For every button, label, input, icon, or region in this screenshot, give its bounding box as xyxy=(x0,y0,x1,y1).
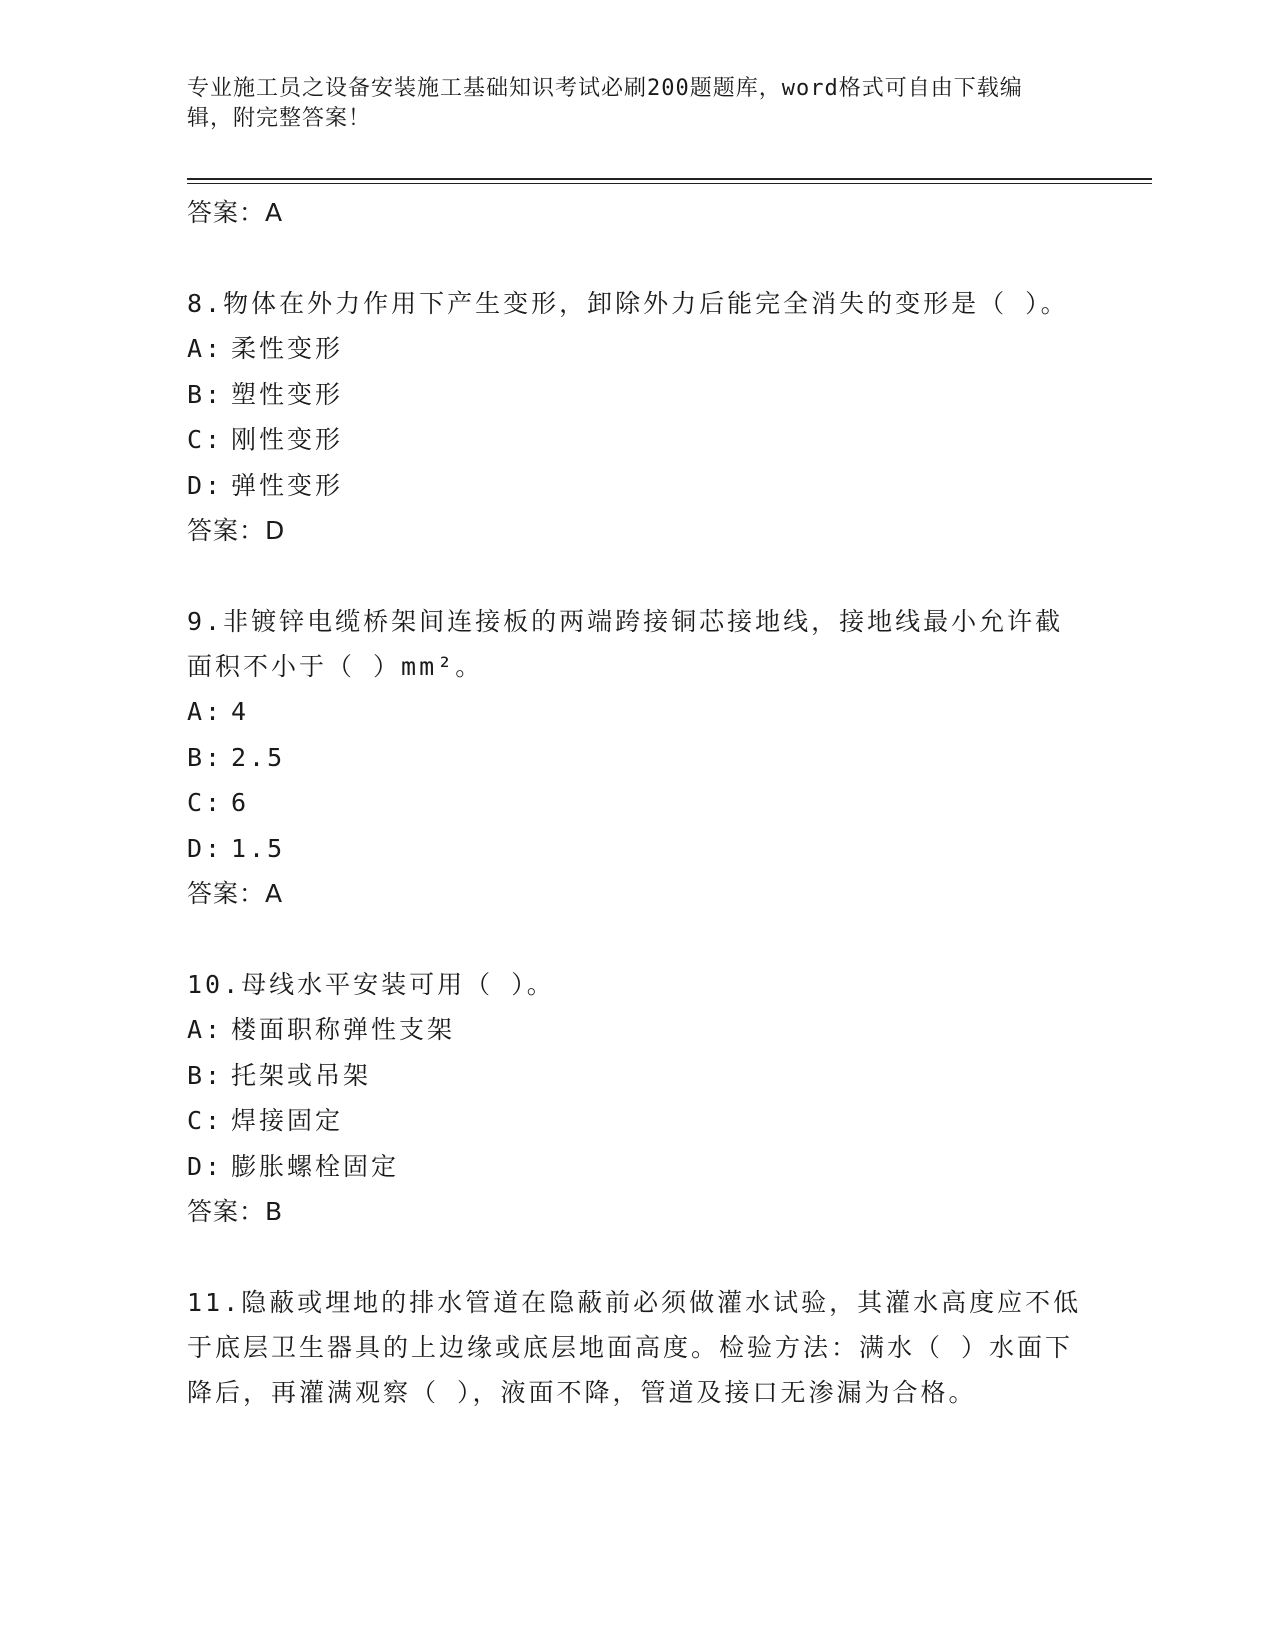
option-key: D: xyxy=(187,1151,224,1181)
question-9 xyxy=(187,599,1087,917)
option-c xyxy=(187,1098,1087,1144)
answer-line: 答案：D xyxy=(187,516,286,545)
option-c xyxy=(187,780,1087,826)
option-text: 1.5 xyxy=(231,833,286,863)
question-stem: 10.母线水平安装可用（ ）。 xyxy=(187,970,555,999)
option-d xyxy=(187,463,1087,509)
option-b xyxy=(187,1053,1087,1099)
option-a xyxy=(187,689,1087,735)
header-divider-thin xyxy=(187,183,1152,184)
option-key: B: xyxy=(187,379,224,409)
answer-line: 答案：B xyxy=(187,1197,284,1226)
option-key: C: xyxy=(187,788,224,817)
questions-content xyxy=(187,190,1087,1415)
option-text: 楼面职称弹性支架 xyxy=(231,1015,456,1044)
option-key: C: xyxy=(187,425,224,454)
option-text: 膨胀螺栓固定 xyxy=(231,1151,400,1181)
option-text: 刚性变形 xyxy=(231,425,344,454)
option-d xyxy=(187,1144,1087,1190)
option-key: A: xyxy=(187,697,224,726)
option-key: A: xyxy=(187,1015,224,1044)
option-key: C: xyxy=(187,1106,224,1135)
header-divider xyxy=(187,178,1152,180)
option-key: D: xyxy=(187,470,224,500)
question-11 xyxy=(187,1280,1087,1415)
option-text: 6 xyxy=(231,788,250,817)
option-text: 柔性变形 xyxy=(231,334,344,363)
option-key: B: xyxy=(187,742,224,772)
option-text: 弹性变形 xyxy=(231,470,344,500)
option-key: D: xyxy=(187,833,224,863)
option-text: 4 xyxy=(231,697,250,726)
option-key: A: xyxy=(187,334,224,363)
option-text: 焊接固定 xyxy=(231,1106,344,1135)
option-a xyxy=(187,1007,1087,1053)
option-key: B: xyxy=(187,1060,224,1090)
option-text: 托架或吊架 xyxy=(231,1060,372,1090)
answer-line: 答案：A xyxy=(187,198,284,227)
option-c xyxy=(187,417,1087,463)
option-d xyxy=(187,826,1087,872)
option-b xyxy=(187,372,1087,418)
option-b xyxy=(187,735,1087,781)
page-header-title: 专业施工员之设备安装施工基础知识考试必刷200题题库，word格式可自由下载编辑，附完整答案！ xyxy=(187,76,1023,131)
question-stem: 8.物体在外力作用下产生变形，卸除外力后能完全消失的变形是（ ）。 xyxy=(187,289,1069,318)
option-a xyxy=(187,326,1087,372)
option-text: 2.5 xyxy=(231,742,286,772)
question-stem: 11.隐蔽或埋地的排水管道在隐蔽前必须做灌水试验，其灌水高度应不低于底层卫生器具的上边缘或底层地面高度。检验方法：满水（ ）水面下降后，再灌满观察（ ），液面不降，管道及接口无渗漏为合格。 xyxy=(187,1288,1082,1407)
answer-line: 答案：A xyxy=(187,879,284,908)
question-10 xyxy=(187,962,1087,1235)
question-8 xyxy=(187,281,1087,554)
question-stem: 9.非镀锌电缆桥架间连接板的两端跨接铜芯接地线，接地线最小允许截面积不小于（ ）mm²。 xyxy=(187,607,1064,681)
option-text: 塑性变形 xyxy=(231,379,344,409)
